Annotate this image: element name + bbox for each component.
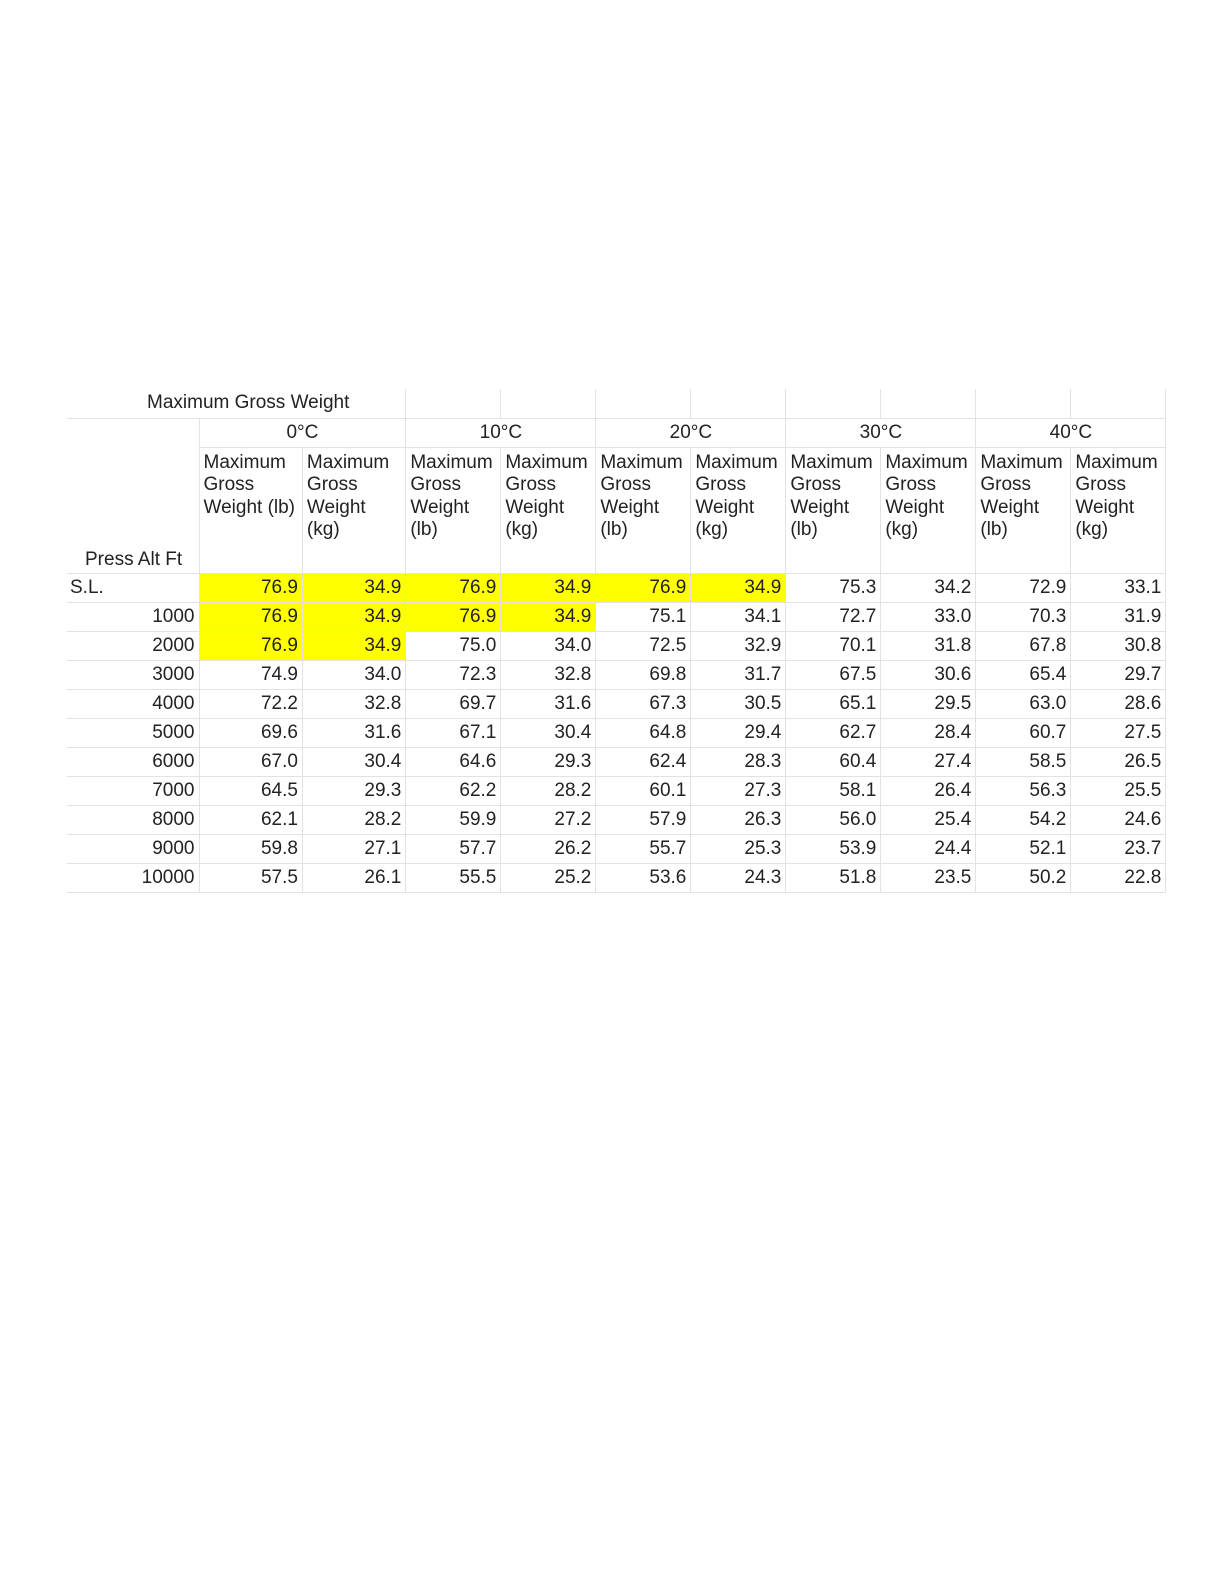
table-row: [67, 602, 1166, 631]
temperature-header-row: [67, 418, 1166, 447]
weight-kg-cell: 25.4: [881, 805, 976, 834]
weight-kg-cell: 34.0: [302, 660, 405, 689]
column-header-kg: Maximum Gross Weight (kg): [691, 447, 786, 573]
weight-kg-cell: 34.1: [691, 602, 786, 631]
weight-kg-cell: 32.9: [691, 631, 786, 660]
table-row: [67, 805, 1166, 834]
weight-lb-cell: 59.9: [406, 805, 501, 834]
weight-kg-cell: 31.7: [691, 660, 786, 689]
weight-kg-cell: 26.3: [691, 805, 786, 834]
weight-lb-cell: 57.7: [406, 834, 501, 863]
weight-kg-cell: 34.9: [501, 602, 596, 631]
weight-lb-cell: 53.9: [786, 834, 881, 863]
row-header-label: Press Alt Ft: [67, 418, 199, 573]
column-header-lb: Maximum Gross Weight (lb): [596, 447, 691, 573]
weight-kg-cell: 34.9: [302, 573, 405, 602]
weight-kg-cell: 28.2: [302, 805, 405, 834]
temp-header-0: 0°C: [199, 418, 406, 447]
weight-lb-cell: 60.1: [596, 776, 691, 805]
altitude-label: 9000: [67, 834, 199, 863]
weight-kg-cell: 30.5: [691, 689, 786, 718]
weight-lb-cell: 54.2: [976, 805, 1071, 834]
weight-kg-cell: 31.8: [881, 631, 976, 660]
weight-kg-cell: 31.6: [501, 689, 596, 718]
title-row: [67, 389, 1166, 418]
weight-lb-cell: 57.5: [199, 863, 302, 892]
weight-lb-cell: 69.6: [199, 718, 302, 747]
weight-kg-cell: 33.0: [881, 602, 976, 631]
weight-kg-cell: 30.6: [881, 660, 976, 689]
weight-kg-cell: 25.3: [691, 834, 786, 863]
column-header-kg: Maximum Gross Weight (kg): [1071, 447, 1166, 573]
empty-cell: [406, 389, 501, 418]
empty-cell: [976, 389, 1071, 418]
weight-lb-cell: 58.5: [976, 747, 1071, 776]
weight-lb-cell: 57.9: [596, 805, 691, 834]
weight-kg-cell: 25.2: [501, 863, 596, 892]
weight-lb-cell: 62.1: [199, 805, 302, 834]
altitude-label: 10000: [67, 863, 199, 892]
weight-lb-cell: 55.5: [406, 863, 501, 892]
weight-lb-cell: 67.5: [786, 660, 881, 689]
table-row: [67, 863, 1166, 892]
weight-lb-cell: 67.0: [199, 747, 302, 776]
temp-header-10: 10°C: [406, 418, 596, 447]
temp-header-40: 40°C: [976, 418, 1166, 447]
weight-kg-cell: 26.4: [881, 776, 976, 805]
weight-kg-cell: 24.3: [691, 863, 786, 892]
weight-lb-cell: 76.9: [199, 573, 302, 602]
weight-kg-cell: 34.9: [302, 631, 405, 660]
weight-lb-cell: 51.8: [786, 863, 881, 892]
weight-kg-cell: 29.7: [1071, 660, 1166, 689]
column-header-lb: Maximum Gross Weight (lb): [199, 447, 302, 573]
weight-kg-cell: 28.6: [1071, 689, 1166, 718]
empty-cell: [1071, 389, 1166, 418]
weight-kg-cell: 27.2: [501, 805, 596, 834]
weight-kg-cell: 32.8: [501, 660, 596, 689]
weight-kg-cell: 34.9: [302, 602, 405, 631]
empty-cell: [501, 389, 596, 418]
weight-kg-cell: 26.2: [501, 834, 596, 863]
weight-lb-cell: 75.1: [596, 602, 691, 631]
altitude-label: 2000: [67, 631, 199, 660]
weight-kg-cell: 27.4: [881, 747, 976, 776]
sub-header-row: [67, 447, 1166, 573]
weight-kg-cell: 34.9: [691, 573, 786, 602]
weight-lb-cell: 55.7: [596, 834, 691, 863]
weight-lb-cell: 62.2: [406, 776, 501, 805]
column-header-lb: Maximum Gross Weight (lb): [406, 447, 501, 573]
weight-kg-cell: 29.3: [501, 747, 596, 776]
weight-lb-cell: 76.9: [199, 631, 302, 660]
weight-lb-cell: 52.1: [976, 834, 1071, 863]
weight-lb-cell: 74.9: [199, 660, 302, 689]
weight-kg-cell: 25.5: [1071, 776, 1166, 805]
altitude-label: 8000: [67, 805, 199, 834]
weight-lb-cell: 75.0: [406, 631, 501, 660]
weight-lb-cell: 62.4: [596, 747, 691, 776]
weight-lb-cell: 72.7: [786, 602, 881, 631]
weight-lb-cell: 76.9: [406, 573, 501, 602]
weight-lb-cell: 69.7: [406, 689, 501, 718]
weight-lb-cell: 67.1: [406, 718, 501, 747]
weight-kg-cell: 28.2: [501, 776, 596, 805]
table-row: [67, 834, 1166, 863]
weight-lb-cell: 64.5: [199, 776, 302, 805]
temp-header-30: 30°C: [786, 418, 976, 447]
empty-cell: [786, 389, 881, 418]
weight-kg-cell: 27.5: [1071, 718, 1166, 747]
weight-kg-cell: 24.4: [881, 834, 976, 863]
weight-lb-cell: 76.9: [596, 573, 691, 602]
weight-lb-cell: 72.5: [596, 631, 691, 660]
weight-lb-cell: 72.2: [199, 689, 302, 718]
weight-lb-cell: 72.9: [976, 573, 1071, 602]
altitude-label: 3000: [67, 660, 199, 689]
column-header-lb: Maximum Gross Weight (lb): [976, 447, 1071, 573]
altitude-label: 7000: [67, 776, 199, 805]
weight-kg-cell: 27.1: [302, 834, 405, 863]
weight-kg-cell: 24.6: [1071, 805, 1166, 834]
weight-lb-cell: 62.7: [786, 718, 881, 747]
weight-lb-cell: 67.8: [976, 631, 1071, 660]
table-row: [67, 660, 1166, 689]
table-row: [67, 747, 1166, 776]
altitude-label: 5000: [67, 718, 199, 747]
table-row: [67, 631, 1166, 660]
weight-kg-cell: 33.1: [1071, 573, 1166, 602]
weight-kg-cell: 34.9: [501, 573, 596, 602]
weight-lb-cell: 58.1: [786, 776, 881, 805]
empty-cell: [596, 389, 691, 418]
altitude-label: S.L.: [67, 573, 199, 602]
weight-lb-cell: 59.8: [199, 834, 302, 863]
weight-lb-cell: 76.9: [406, 602, 501, 631]
weight-lb-cell: 64.8: [596, 718, 691, 747]
weight-kg-cell: 34.0: [501, 631, 596, 660]
table-row: [67, 573, 1166, 602]
weight-lb-cell: 65.1: [786, 689, 881, 718]
weight-kg-cell: 30.8: [1071, 631, 1166, 660]
weight-lb-cell: 69.8: [596, 660, 691, 689]
column-header-kg: Maximum Gross Weight (kg): [501, 447, 596, 573]
weight-lb-cell: 56.3: [976, 776, 1071, 805]
weight-kg-cell: 22.8: [1071, 863, 1166, 892]
weight-lb-cell: 67.3: [596, 689, 691, 718]
column-header-kg: Maximum Gross Weight (kg): [302, 447, 405, 573]
altitude-label: 1000: [67, 602, 199, 631]
weight-kg-cell: 34.2: [881, 573, 976, 602]
table-title: Maximum Gross Weight: [147, 389, 354, 418]
weight-lb-cell: 60.7: [976, 718, 1071, 747]
temp-header-20: 20°C: [596, 418, 786, 447]
table-row: [67, 718, 1166, 747]
weight-lb-cell: 56.0: [786, 805, 881, 834]
weight-kg-cell: 29.5: [881, 689, 976, 718]
column-header-lb: Maximum Gross Weight (lb): [786, 447, 881, 573]
weight-kg-cell: 31.6: [302, 718, 405, 747]
weight-kg-cell: 29.4: [691, 718, 786, 747]
empty-cell: [691, 389, 786, 418]
weight-lb-cell: 70.1: [786, 631, 881, 660]
table-row: [67, 776, 1166, 805]
weight-lb-cell: 70.3: [976, 602, 1071, 631]
column-header-kg: Maximum Gross Weight (kg): [881, 447, 976, 573]
weight-kg-cell: 23.7: [1071, 834, 1166, 863]
weight-kg-cell: 31.9: [1071, 602, 1166, 631]
weight-lb-cell: 50.2: [976, 863, 1071, 892]
weight-lb-cell: 76.9: [199, 602, 302, 631]
altitude-label: 6000: [67, 747, 199, 776]
weight-lb-cell: 65.4: [976, 660, 1071, 689]
weight-lb-cell: 64.6: [406, 747, 501, 776]
altitude-label: 4000: [67, 689, 199, 718]
empty-cell: [881, 389, 976, 418]
weight-lb-cell: 60.4: [786, 747, 881, 776]
table-row: [67, 689, 1166, 718]
weight-lb-cell: 53.6: [596, 863, 691, 892]
weight-kg-cell: 32.8: [302, 689, 405, 718]
weight-kg-cell: 29.3: [302, 776, 405, 805]
weight-kg-cell: 23.5: [881, 863, 976, 892]
weight-lb-cell: 72.3: [406, 660, 501, 689]
weight-kg-cell: 28.3: [691, 747, 786, 776]
weight-lb-cell: 63.0: [976, 689, 1071, 718]
weight-kg-cell: 30.4: [501, 718, 596, 747]
weight-kg-cell: 27.3: [691, 776, 786, 805]
gross-weight-table: [67, 389, 1166, 893]
weight-kg-cell: 26.5: [1071, 747, 1166, 776]
weight-kg-cell: 30.4: [302, 747, 405, 776]
weight-lb-cell: 75.3: [786, 573, 881, 602]
weight-kg-cell: 26.1: [302, 863, 405, 892]
weight-kg-cell: 28.4: [881, 718, 976, 747]
